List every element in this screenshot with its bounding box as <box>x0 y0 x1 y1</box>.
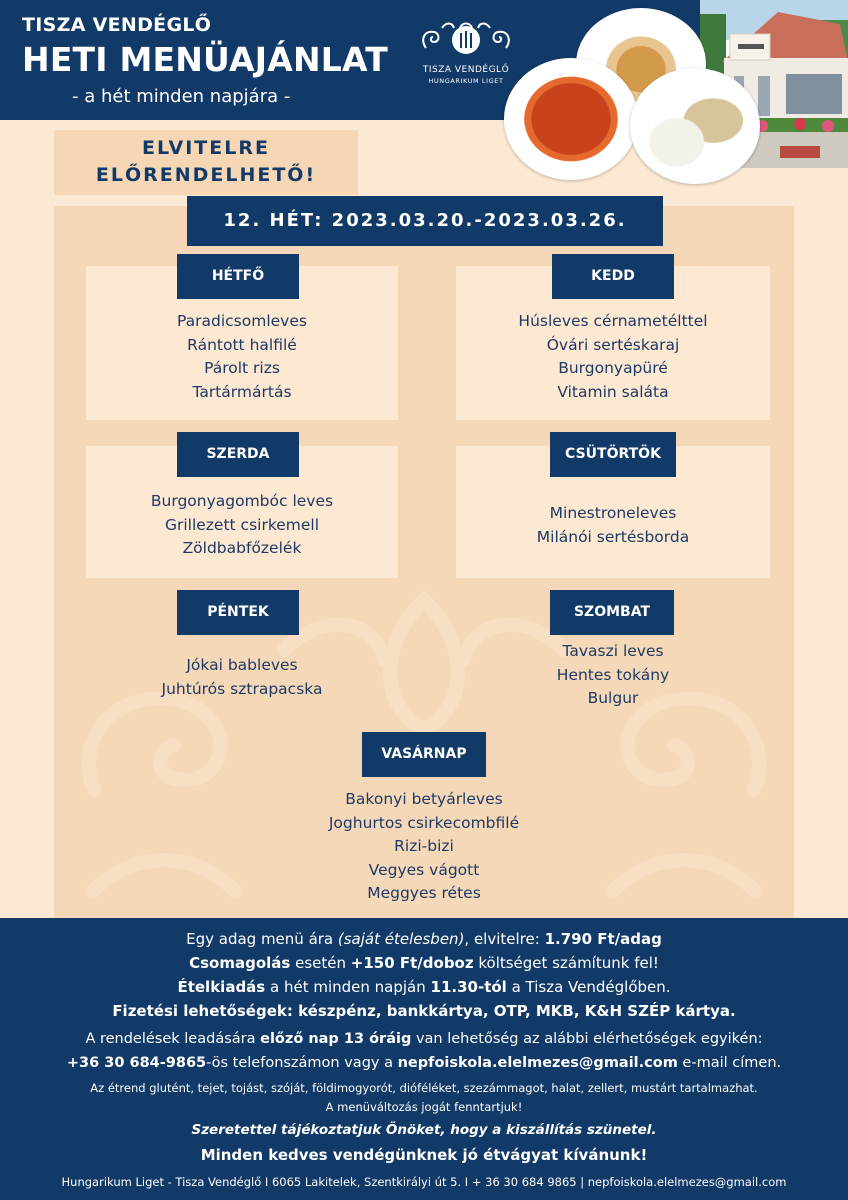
contact-info <box>0 1055 848 1071</box>
dish-item: Joghurtos csirkecombfilé <box>328 813 520 832</box>
day-card-monday <box>86 266 398 420</box>
order-text-2: van lehetőség az alábbi elérhetőségek egyikén: <box>411 1031 763 1047</box>
phone-number[interactable]: +36 30 684-9865 <box>66 1055 207 1071</box>
day-card-tuesday <box>456 266 770 420</box>
price-value: 1.790 Ft/adag <box>544 930 662 948</box>
logo-ornament-icon <box>416 18 516 62</box>
dish-item: Párolt rizs <box>204 359 280 377</box>
page-title: HETI MENÜAJÁNLAT <box>22 40 388 79</box>
logo-subtitle: HUNGARIKUM LIGET <box>428 77 504 85</box>
day-card-thursday <box>456 446 770 578</box>
takeaway-notice <box>54 130 358 195</box>
dish-item: Tartármártás <box>192 382 292 401</box>
day-card-saturday <box>456 604 770 724</box>
restaurant-logo <box>414 18 518 98</box>
dish-item: Óvári sertéskaraj <box>546 335 680 354</box>
dish-item: Vegyes vágott <box>368 860 480 879</box>
dish-item: Burgonyagombóc leves <box>150 492 334 510</box>
address-line: Hungarikum Liget - Tisza Vendéglő I 6065 Lakitelek, Szentkirályi út 5. I + 36 30 684 9865 | nepfoiskola.elelmezes@gmail.com <box>61 1175 787 1189</box>
serving-text: a hét minden napján <box>265 978 431 996</box>
contact-text-2: e-mail címen. <box>677 1055 782 1071</box>
day-label-saturday: SZOMBAT <box>550 590 674 635</box>
price-label-2: , elvitelre: <box>464 930 545 948</box>
packaging-info <box>0 954 848 972</box>
dish-item: Paradicsomleves <box>177 312 307 330</box>
dish-list-thursday <box>456 502 770 549</box>
page-subtitle: - a hét minden napjára - <box>72 86 291 107</box>
dish-item: Jókai bableves <box>186 656 298 674</box>
info-footer <box>0 918 848 1200</box>
dish-item: Tavaszi leves <box>562 642 664 660</box>
dish-item: Milánói sertésborda <box>536 527 690 546</box>
greeting: Minden kedves vendégünknek jó étvágyat kívánunk! <box>200 1146 648 1164</box>
order-deadline: előző nap 13 óráig <box>260 1031 412 1047</box>
order-info <box>0 1031 848 1047</box>
dish-list-tuesday <box>456 310 770 404</box>
packaging-text: esetén <box>290 954 351 972</box>
allergen-notice: Az étrend glutént, tejet, tojást, szóját, földimogyorót, dióféléket, szezámmagot, halat, zellert, mustárt tartalmazhat. <box>90 1081 758 1095</box>
serving-text-2: a Tisza Vendéglőben. <box>506 978 671 996</box>
dish-list-monday <box>86 310 398 404</box>
day-label-thursday: CSÜTÖRTÖK <box>550 432 676 477</box>
logo-name: TISZA VENDÉGLŐ <box>422 65 510 75</box>
day-card-friday <box>86 604 398 724</box>
day-label-sunday: VASÁRNAP <box>362 732 486 777</box>
price-note: (saját ételesben) <box>337 930 465 948</box>
week-date-range: 12. HÉT: 2023.03.20.-2023.03.26. <box>187 196 663 246</box>
dish-item: Vitamin saláta <box>557 382 669 401</box>
serving-label: Ételkiadás <box>177 978 266 996</box>
day-label-friday: PÉNTEK <box>177 590 299 635</box>
dish-item: Burgonyapüré <box>558 359 668 377</box>
menu-change-notice: A menüváltozás jogát fenntartjuk! <box>325 1100 523 1114</box>
packaging-price: +150 Ft/doboz <box>350 954 474 972</box>
packaging-text-2: költséget számítunk fel! <box>473 954 659 972</box>
payment-info: Fizetési lehetőségek: készpénz, bankkártya, OTP, MKB, K&H SZÉP kártya. <box>112 1002 736 1020</box>
takeaway-line-1: ELVITELRE <box>142 137 270 159</box>
contact-text: -ös telefonszámon vagy a <box>206 1055 398 1071</box>
dish-item: Rántott halfilé <box>187 335 297 354</box>
serving-time: 11.30-tól <box>430 978 507 996</box>
email-address[interactable]: nepfoiskola.elelmezes@gmail.com <box>397 1055 678 1071</box>
day-label-wednesday: SZERDA <box>177 432 299 477</box>
dish-item: Bulgur <box>587 689 639 707</box>
takeaway-line-2: ELŐRENDELHETŐ! <box>95 164 317 186</box>
price-label: Egy adag menü ára <box>186 930 338 948</box>
dish-item: Grillezett csirkemell <box>164 515 320 534</box>
day-card-sunday <box>266 746 582 916</box>
day-label-tuesday: KEDD <box>552 254 674 299</box>
delivery-notice: Szeretettel tájékoztatjuk Önöket, hogy a kiszállítás szünetel. <box>191 1122 657 1138</box>
order-text: A rendelések leadására <box>85 1031 261 1047</box>
dish-item: Rizi-bizi <box>394 837 454 855</box>
dish-item: Meggyes rétes <box>367 884 481 902</box>
rice-dish-photo <box>630 68 760 184</box>
price-info <box>0 930 848 948</box>
dish-list-sunday <box>266 788 582 906</box>
dish-list-wednesday <box>86 490 398 561</box>
serving-info <box>0 978 848 996</box>
dish-item: Juhtúrós sztrapacska <box>161 679 323 698</box>
dish-item: Minestroneleves <box>549 504 677 522</box>
dish-list-friday <box>86 654 398 701</box>
dish-item: Húsleves cérnametélttel <box>518 312 708 330</box>
packaging-label: Csomagolás <box>189 954 291 972</box>
dish-list-saturday <box>456 640 770 711</box>
restaurant-name: TISZA VENDÉGLŐ <box>22 14 212 36</box>
dish-item: Hentes tokány <box>556 665 670 684</box>
day-card-wednesday <box>86 446 398 578</box>
dish-item: Zöldbabfőzelék <box>182 539 302 557</box>
dish-item: Bakonyi betyárleves <box>345 790 503 808</box>
day-label-monday: HÉTFŐ <box>177 254 299 299</box>
goulash-soup-photo <box>504 58 638 180</box>
